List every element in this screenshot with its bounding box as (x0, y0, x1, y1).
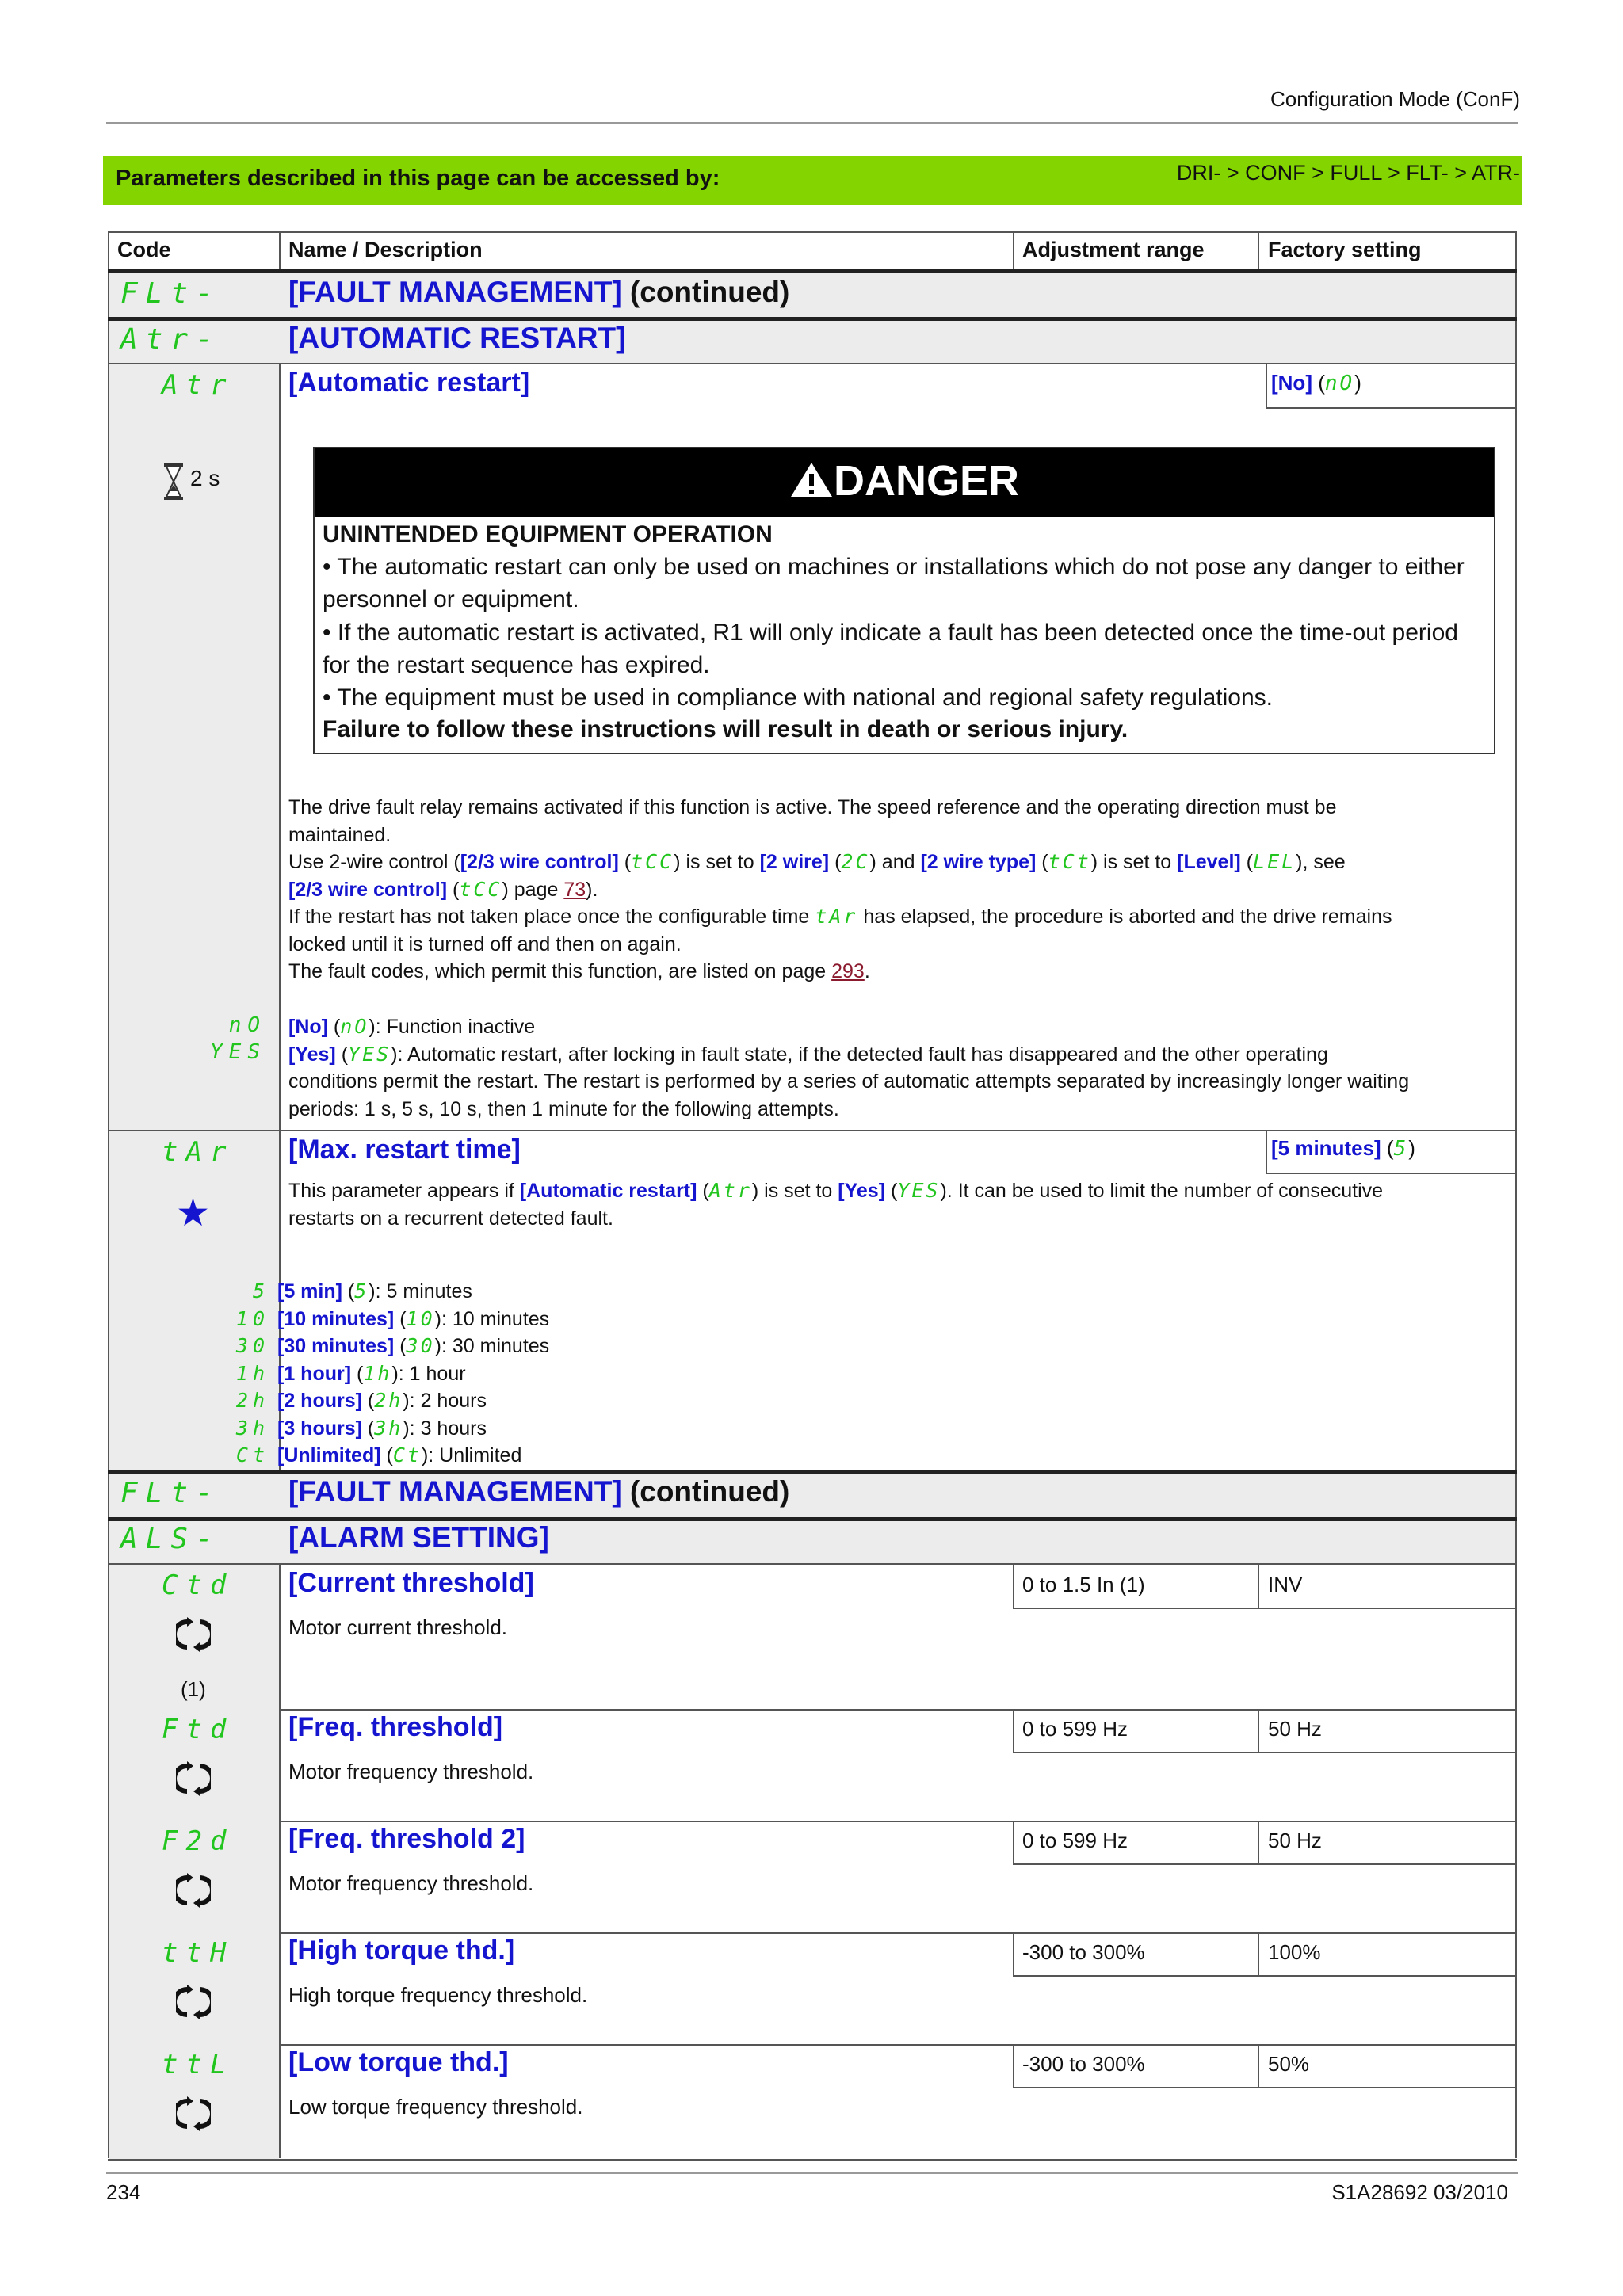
tar-factory-divider (1266, 1131, 1267, 1174)
tar-option-code: 1h (235, 1361, 269, 1385)
tar-option: 1h [1 hour] ( 1h ) : 1 hour (111, 1360, 1514, 1388)
p2-text-a: Use 2-wire control ( (288, 851, 460, 873)
param-row-rule (108, 1932, 1517, 1934)
danger-header-content (315, 456, 1494, 509)
tar-option: 5 [5 min] ( 5 ) : 5 minutes (111, 1278, 1514, 1306)
tar-d1-code-1: Atr (708, 1179, 752, 1202)
opt-no: [No] (nO): Function inactive (288, 1015, 536, 1038)
param-row-rule (108, 2044, 1517, 2046)
param-range-divider (1013, 1565, 1014, 1609)
param-range-bottom (1013, 1608, 1515, 1609)
tar-option-code: 2h (235, 1389, 269, 1412)
tar-option-inline-code: 10 (406, 1306, 435, 1330)
param-description: Low torque frequency threshold. (288, 2095, 583, 2119)
tar-option-label: [1 hour] (277, 1362, 352, 1385)
tar-factory-label: [5 minutes] (1271, 1136, 1381, 1160)
opt-no-code: nO (228, 1013, 266, 1037)
param-factory: 50 Hz (1268, 1829, 1322, 1852)
atr-factory-label: [No] (1271, 371, 1312, 395)
tar-option-label: [5 min] (277, 1280, 342, 1302)
param-description: High torque frequency threshold. (288, 1983, 588, 2007)
opt-yes-label: [Yes] (288, 1043, 336, 1066)
param-range: -300 to 300% (1022, 2052, 1145, 2076)
atr-desc-p1b: maintained. (288, 823, 391, 846)
tar-option-label: [3 hours] (277, 1417, 362, 1440)
p5-text: The fault codes, which permit this function, are listed on page (288, 960, 832, 982)
tar-factory-bottom (1266, 1173, 1515, 1174)
tar-option: Ct [Unlimited] ( Ct ) : Unlimited (111, 1442, 1514, 1470)
tar-factory-code: 5 (1393, 1137, 1409, 1161)
danger-box (313, 447, 1495, 754)
p3-bold: [2/3 wire control] (288, 878, 448, 901)
param-factory-divider (1258, 1932, 1259, 1977)
param-description: Motor current threshold. (288, 1615, 508, 1639)
param-row-rule (108, 1709, 1517, 1711)
tar-option-code: 30 (235, 1334, 269, 1357)
page-293-link[interactable]: 293 (831, 960, 865, 982)
param-range-bottom (1013, 1975, 1515, 1977)
star-icon: ★ (176, 1192, 211, 1234)
param-factory: 100% (1268, 1940, 1321, 1964)
tar-option: 3h [3 hours] ( 3h ) : 3 hours (111, 1415, 1514, 1443)
param-range-bottom (1013, 1863, 1515, 1865)
header-divider-factory (1258, 231, 1259, 271)
p2-code-3: tCt (1048, 850, 1091, 873)
param-description: Motor frequency threshold. (288, 1760, 534, 1783)
flt-title (288, 276, 789, 309)
flt2-title-name: [FAULT MANAGEMENT] (288, 1475, 622, 1508)
tar-option-code: 3h (235, 1416, 269, 1440)
tar-option-desc: : 1 hour (398, 1362, 466, 1385)
param-range-divider (1013, 1932, 1014, 1977)
param-factory: INV (1268, 1573, 1303, 1596)
tar-option: 2h [2 hours] ( 2h ) : 2 hours (111, 1387, 1514, 1415)
flt2-title-suffix: (continued) (621, 1475, 790, 1508)
p2-code-2: 2C (841, 850, 870, 873)
footer-rule (106, 2172, 1518, 2174)
param-range-divider (1013, 1709, 1014, 1753)
tar-option: 30 [30 minutes] ( 30 ) : 30 minutes (111, 1333, 1514, 1360)
danger-warning: Failure to follow these instructions will result in death or serious injury. (323, 716, 1128, 742)
flt-code: FLt- (120, 277, 221, 310)
param-range-bottom (1013, 1752, 1515, 1753)
atr-factory: [No] (nO) (1271, 371, 1361, 395)
tar-option-label: [2 hours] (277, 1390, 362, 1412)
param-name: [Freq. threshold] (288, 1712, 503, 1742)
param-range-divider (1013, 1821, 1014, 1865)
page-header-title: Configuration Mode (ConF) (1270, 87, 1520, 111)
p5-end: . (864, 960, 870, 982)
tar-description (288, 1177, 1509, 1232)
p4-text-a: If the restart has not taken place once the configurable time (288, 906, 815, 928)
table-divider-code (279, 231, 281, 2158)
opt-no-label: [No] (288, 1016, 328, 1038)
param-factory: 50% (1268, 2052, 1310, 2076)
p2-text-1: is set to (680, 851, 760, 873)
tar-d1-bold-2: [Yes] (838, 1180, 886, 1202)
flt-title-suffix: (continued) (621, 276, 790, 308)
atr-name: [Automatic restart] (288, 368, 530, 398)
p2-code-4: LEL (1253, 850, 1296, 873)
p2-code-1: tCC (631, 850, 674, 873)
flt2-title (288, 1475, 789, 1508)
header-top-rule (108, 231, 1517, 233)
danger-subtitle: UNINTENDED EQUIPMENT OPERATION (323, 521, 773, 547)
tar-option-desc: : 10 minutes (441, 1307, 550, 1330)
p2-text-4: , see (1302, 851, 1346, 873)
param-range: -300 to 300% (1022, 1940, 1145, 1964)
atr-desc-p4c: locked until it is turned off and then on again. (288, 933, 682, 955)
col-header-code: Code (117, 238, 171, 261)
adjustable-icon (176, 1985, 211, 2023)
tar-option-code: Ct (235, 1444, 269, 1466)
param-name: [High torque thd.] (288, 1936, 515, 1966)
param-row-rule (108, 2159, 1517, 2161)
page-73-link[interactable]: 73 (563, 878, 586, 901)
atr-factory-bottom (1266, 407, 1515, 409)
header-divider-range (1013, 231, 1014, 271)
tar-option-inline-code: 1h (363, 1361, 392, 1385)
p4-text-b: has elapsed, the procedure is aborted and the drive remains (857, 906, 1392, 928)
tar-desc-2: restarts on a recurrent detected fault. (288, 1207, 613, 1230)
tar-option-desc: : 5 minutes (375, 1280, 472, 1302)
atr-row-rule (108, 1130, 1517, 1131)
atr-desc-p3: [2/3 wire control] (tCC) page 73). (288, 877, 598, 901)
opt-yes-code: YES (210, 1040, 266, 1064)
param-range: 0 to 1.5 In (1) (1022, 1573, 1145, 1596)
col-header-factory: Factory setting (1268, 238, 1422, 261)
tar-option-code: 10 (235, 1306, 269, 1330)
tar-d1-text: This parameter appears if (288, 1180, 520, 1202)
param-name: [Freq. threshold 2] (288, 1824, 525, 1854)
tar-d1-bold-1: [Automatic restart] (519, 1180, 697, 1202)
param-range-divider (1013, 2044, 1014, 2088)
atr-menu-rule (108, 363, 1517, 364)
p2-bold-4: [Level] (1177, 851, 1241, 873)
opt-yes-desc3: periods: 1 s, 5 s, 10 s, then 1 minute for the following attempts. (288, 1097, 839, 1120)
col-header-name: Name / Description (288, 238, 483, 261)
tar-options (111, 1278, 1514, 1470)
param-code: Ftd (162, 1714, 235, 1745)
param-code: F2d (162, 1825, 235, 1857)
opt-yes: [Yes] (YES): Automatic restart, after locking in fault state, if the detected fault has disappeared and the other operating (288, 1042, 1328, 1066)
tar-option: 10 [10 minutes] ( 10 ) : 10 minutes (111, 1306, 1514, 1333)
param-name: [Current threshold] (288, 1568, 534, 1598)
param-factory-divider (1258, 1821, 1259, 1865)
opt-yes-inline-code: YES (348, 1042, 391, 1066)
p2-bold-1: [2/3 wire control] (460, 851, 619, 873)
param-factory-divider (1258, 1709, 1259, 1753)
tar-option-desc: : 3 hours (409, 1417, 487, 1440)
atr-factory-code: nO (1324, 372, 1355, 395)
param-code: Ctd (162, 1569, 235, 1601)
param-factory-divider (1258, 2044, 1259, 2088)
tar-option-desc: : Unlimited (428, 1444, 522, 1466)
atr-options (288, 1013, 1509, 1123)
footer-page: 234 (106, 2180, 141, 2204)
tar-option-desc: : 2 hours (409, 1390, 487, 1412)
atr-desc-p4 (288, 903, 1509, 931)
atr-factory-divider (1266, 364, 1267, 409)
tar-option-code: 5 (252, 1280, 269, 1302)
danger-title: DANGER (833, 457, 1019, 505)
tar-d1-text-2: . It can be used to limit the number of consecutive (946, 1180, 1384, 1202)
danger-bullet-1b: personnel or equipment. (323, 586, 579, 612)
atr-desc-p1: The drive fault relay remains activated if this function is active. The speed reference and the operating direction must be (288, 796, 1337, 818)
param-name: [Low torque thd.] (288, 2047, 509, 2077)
tar-option-inline-code: 2h (374, 1389, 403, 1412)
timer-label: 2 s (190, 466, 220, 490)
atr-menu-title: [AUTOMATIC RESTART] (288, 322, 626, 354)
param-range: 0 to 599 Hz (1022, 1829, 1128, 1852)
param-code: ttL (162, 2049, 235, 2081)
param-description: Motor frequency threshold. (288, 1871, 534, 1895)
atr-desc-p5 (288, 958, 1509, 986)
p2-bold-3: [2 wire type] (920, 851, 1037, 873)
tar-desc-1: This parameter appears if [Automatic restart] (Atr) is set to [Yes] (YES). It can be used to limit the number of consecutive (288, 1179, 1384, 1202)
p3-text: page (508, 878, 564, 901)
danger-bullet-3: • The equipment must be used in compliance with national and regional safety regulations. (323, 685, 1274, 711)
als-title: [ALARM SETTING] (288, 1521, 549, 1554)
flt2-code: FLt- (120, 1477, 221, 1509)
als-code: ALS- (120, 1523, 221, 1555)
tar-option-inline-code: 5 (354, 1280, 369, 1302)
p2-text-2: and (876, 851, 921, 873)
danger-bullet-2b: for the restart sequence has expired. (323, 652, 710, 678)
tar-option-inline-code: Ct (392, 1444, 422, 1466)
footer-doc: S1A28692 03/2010 (1331, 2180, 1508, 2204)
col-header-range: Adjustment range (1022, 238, 1205, 261)
access-bar (103, 156, 1522, 205)
tar-option-inline-code: 3h (374, 1416, 403, 1440)
param-range-bottom (1013, 2087, 1515, 2088)
p2-bold-2: [2 wire] (759, 851, 830, 873)
tar-option-label: [Unlimited] (277, 1444, 381, 1466)
timer-icon (163, 463, 184, 505)
atr-menu-code: Atr- (120, 323, 221, 356)
p3-code: tCC (459, 877, 502, 901)
table-right-border (1515, 231, 1517, 2158)
p3-end: ). (586, 878, 598, 901)
param-factory-divider (1258, 1565, 1259, 1609)
atr-desc-p2: Use 2-wire control ([2/3 wire control] (tCC) is set to [2 wire] (2C) and [2 wire type] (tCt) is set to [Level] (LEL), see (288, 850, 1346, 873)
tar-option-inline-code: 30 (406, 1334, 435, 1357)
als-row-rule (108, 1563, 1517, 1565)
tar-code: tAr (162, 1136, 235, 1168)
adjustable-icon (176, 1873, 211, 1912)
adjustable-icon (176, 1761, 211, 1800)
tar-d1-code-2: YES (897, 1179, 941, 1202)
tar-option-desc: : 30 minutes (441, 1335, 550, 1357)
p4-code: tAr (815, 905, 858, 928)
param-note: (1) (181, 1677, 206, 1701)
flt-title-name: [FAULT MANAGEMENT] (288, 276, 622, 308)
tar-d1-text-1: is set to (758, 1180, 838, 1202)
header-rule (106, 122, 1518, 124)
p2-text-3: is set to (1098, 851, 1178, 873)
atr-description (288, 794, 1509, 986)
danger-bullet-2: • If the automatic restart is activated, R1 will only indicate a fault has been detected once the time-out period (323, 620, 1458, 646)
param-factory: 50 Hz (1268, 1717, 1322, 1741)
warning-triangle-icon (789, 460, 834, 509)
adjustable-icon (176, 2096, 211, 2135)
param-range: 0 to 599 Hz (1022, 1717, 1128, 1741)
access-bar-label: Parameters described in this page can be accessed by: (116, 166, 720, 191)
opt-no-desc: : Function inactive (375, 1016, 536, 1038)
opt-yes-desc: : Automatic restart, after locking in fault state, if the detected fault has disappeared and the other operating (397, 1043, 1328, 1066)
opt-yes-desc2: conditions permit the restart. The restart is performed by a series of automatic attempts separated by increasingly longer waiting (288, 1070, 1410, 1093)
danger-bullet-1: • The automatic restart can only be used on machines or installations which do not pose any danger to either (323, 554, 1465, 580)
tar-name: [Max. restart time] (288, 1135, 521, 1165)
atr-code: Atr (162, 369, 235, 401)
param-code: ttH (162, 1937, 235, 1969)
adjustable-icon (176, 1617, 211, 1656)
danger-header (315, 448, 1494, 517)
tar-option-label: [30 minutes] (277, 1335, 395, 1357)
param-row-rule (108, 1821, 1517, 1822)
tar-option-label: [10 minutes] (277, 1307, 395, 1330)
tar-factory: [5 minutes] (5) (1271, 1136, 1415, 1161)
access-bar-path: DRI- > CONF > FULL > FLT- > ATR- (1176, 161, 1520, 185)
opt-no-inline-code: nO (340, 1015, 369, 1038)
